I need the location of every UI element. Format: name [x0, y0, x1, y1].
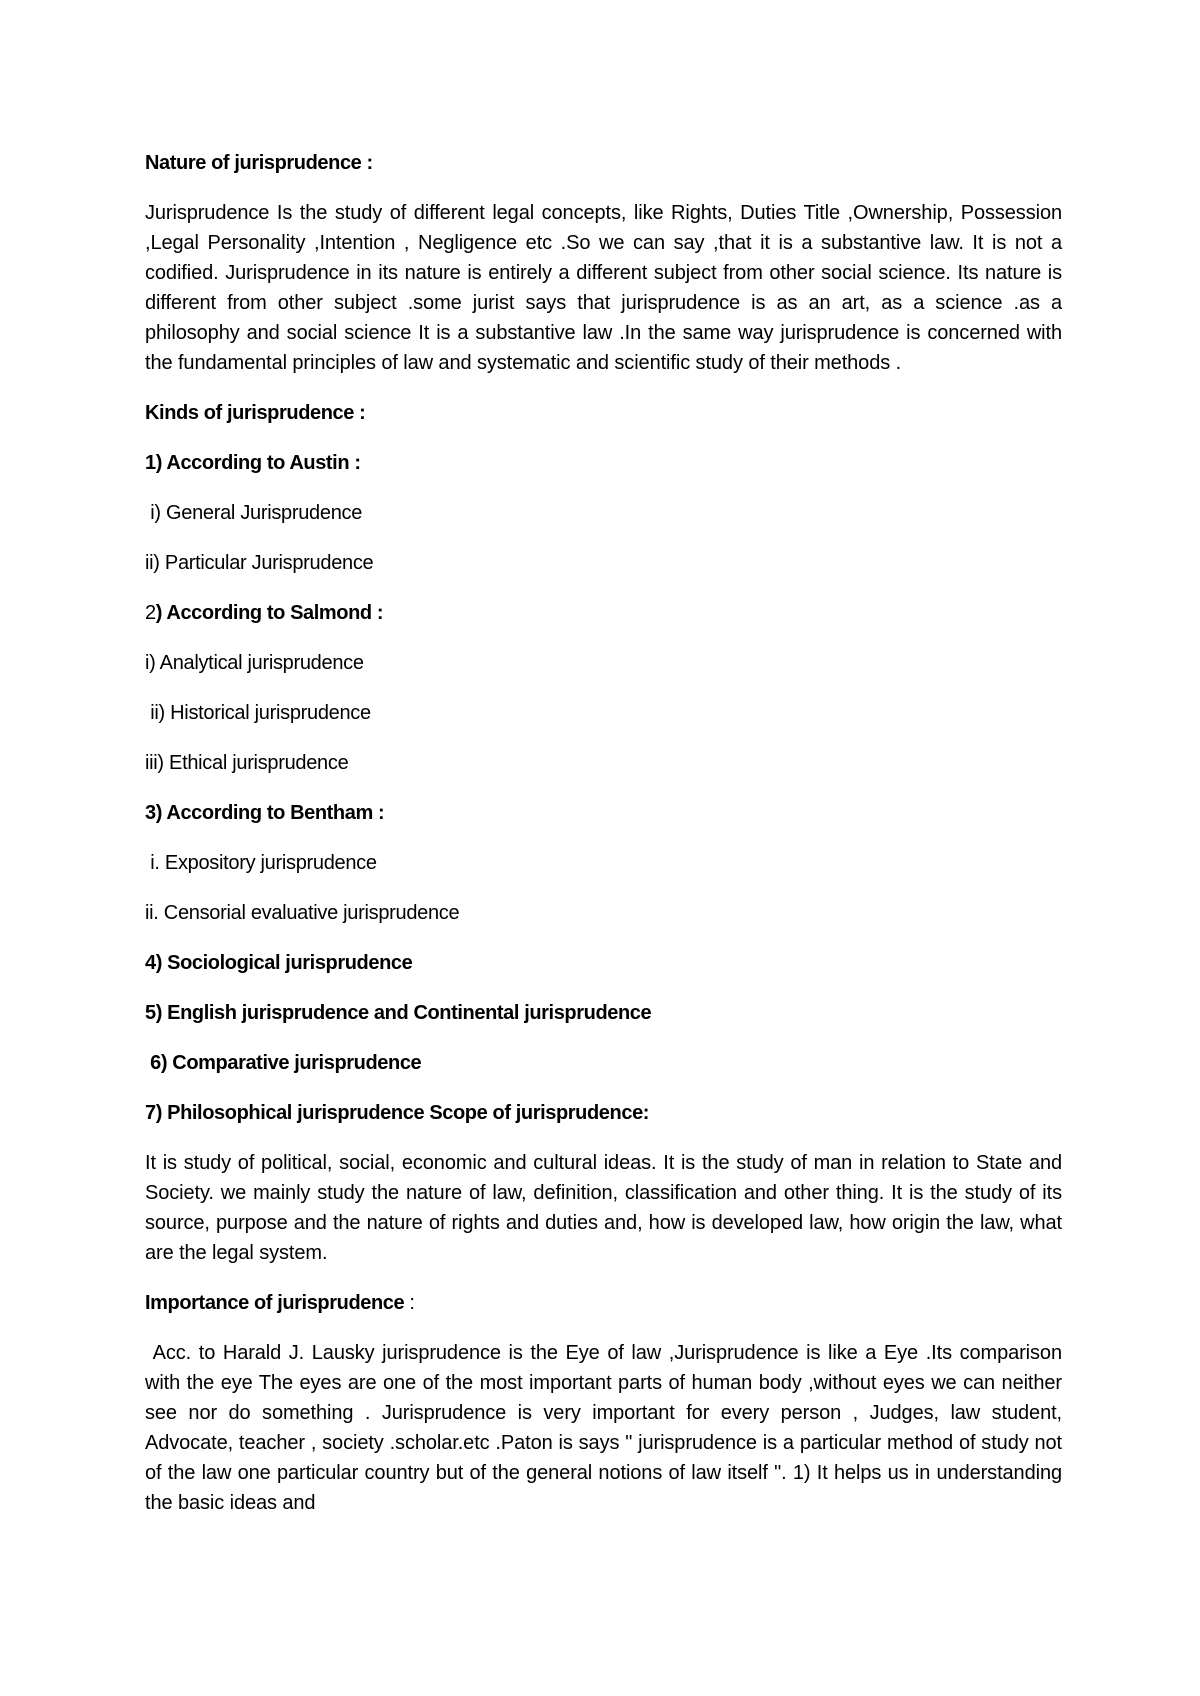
salmond-item-analytical: i) Analytical jurisprudence	[145, 652, 364, 674]
importance-heading	[145, 1288, 1062, 1318]
salmond-item-ethical: iii) Ethical jurisprudence	[145, 752, 349, 774]
scope-paragraph: It is study of political, social, economic and cultural ideas. It is the study of man in relation to State and Society. we mainly study the nature of law, definition, classification and other thing. It is the study of its source, purpose and the nature of rights and duties and, how is developed law, how origin the law, what are the legal system.	[145, 1152, 1062, 1264]
austin-heading: 1) According to Austin :	[145, 452, 361, 474]
kinds-heading: Kinds of jurisprudence :	[145, 402, 366, 424]
bentham-item-expository: i. Expository jurisprudence	[145, 852, 377, 874]
salmond-heading-number: 2	[145, 602, 156, 624]
heading-sociological: 4) Sociological jurisprudence	[145, 952, 413, 974]
salmond-item-historical: ii) Historical jurisprudence	[145, 702, 371, 724]
nature-heading: Nature of jurisprudence :	[145, 152, 373, 174]
heading-english-continental: 5) English jurisprudence and Continental jurisprudence	[145, 1002, 652, 1024]
salmond-heading	[145, 598, 1062, 628]
bentham-item-censorial: ii. Censorial evaluative jurisprudence	[145, 902, 460, 924]
document-body	[145, 148, 1068, 1518]
heading-philosophical-scope: 7) Philosophical jurisprudence Scope of jurisprudence:	[145, 1102, 650, 1124]
importance-paragraph: Acc. to Harald J. Lausky jurisprudence is the Eye of law ,Jurisprudence is like a Eye .Its comparison with the eye The eyes are one of the most important parts of human body ,without eyes we can neither see nor do something . Jurisprudence is very important for every person , Judges, law student, Advocate, teacher , society .scholar.etc .Paton is says " jurisprudence is a particular method of study not of the law one particular country but of the general notions of law itself ". 1) It helps us in understanding the basic ideas and	[145, 1342, 1068, 1514]
bentham-heading: 3) According to Bentham :	[145, 802, 385, 824]
salmond-heading-text: ) According to Salmond :	[155, 602, 384, 624]
nature-paragraph: Jurisprudence Is the study of different legal concepts, like Rights, Duties Title ,Ownership, Possession ,Legal Personality ,Intention , Negligence etc .So we can say ,that it is a substantive law. It is not a codified. Jurisprudence in its nature is entirely a different subject from other social science. Its nature is different from other subject .some jurist says that jurisprudence is as an art, as a science .as a philosophy and social science It is a substantive law .In the same way jurisprudence is concerned with the fundamental principles of law and systematic and scientific study of their methods .	[145, 202, 1062, 374]
importance-heading-text: Importance of jurisprudence	[145, 1292, 405, 1314]
importance-heading-colon: :	[404, 1292, 415, 1314]
austin-item-general: i) General Jurisprudence	[145, 502, 363, 524]
heading-comparative: 6) Comparative jurisprudence	[145, 1052, 422, 1074]
austin-item-particular: ii) Particular Jurisprudence	[145, 552, 374, 574]
